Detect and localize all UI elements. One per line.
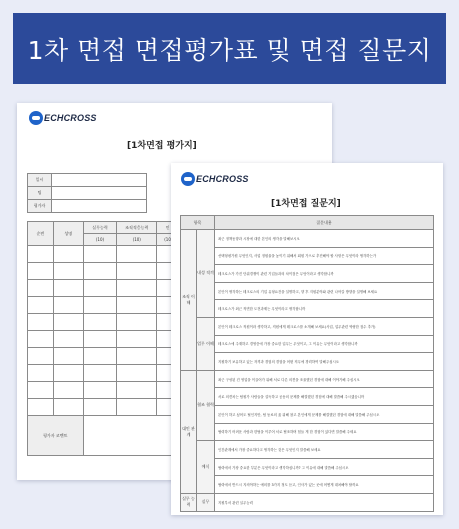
info-row: [28, 174, 147, 187]
question-row: [181, 388, 434, 406]
question-text: 본인이 테크로스 직원이라 생각하고, 직원에게 테크로스를 소개해 보세요(사업, 업무관련 역량한 점수 추가): [215, 317, 434, 335]
eval-sheet-title: [1차면접 평가지]: [127, 141, 197, 151]
banner-title: 1차 면접 면접평가표 및 면접 질문지: [27, 35, 432, 65]
info-value: [52, 187, 147, 200]
question-row: [181, 282, 434, 300]
table-row: [28, 399, 179, 416]
question-row: [181, 300, 434, 318]
question-text: 서로 의견차는 팀원가 사람들을 설득하고 공동의 문제를 해결했던 경험에 대해 말씀해 주시겠습니까: [215, 388, 434, 406]
question-text: 협력에서 반드시 지켜야하는 예의를 3가지 정도 듣고, 인사가 있는 곳에 어떻게 대처해야 할까요: [215, 476, 434, 494]
table-row: [28, 314, 179, 331]
col-header: 실무능력: [83, 222, 117, 234]
question-text: 지원부서 관련 실무능력: [215, 493, 434, 511]
table-row: [28, 297, 179, 314]
question-text: 테크로스가 가진 단위경쟁이 관련 기업들과의 차이점은 무엇이라고 생각합니까: [215, 265, 434, 283]
question-row: [181, 230, 434, 248]
question-row: [181, 423, 434, 441]
comment-area: [83, 416, 178, 456]
question-row: [181, 265, 434, 283]
comment-label: 평가자 코멘트: [28, 416, 84, 456]
subcategory-cell: 내성 적격: [197, 230, 215, 318]
info-label: 평가자: [28, 200, 52, 213]
table-row: [28, 331, 179, 348]
col-header: 인: [157, 222, 179, 234]
col-header: 질문내용: [215, 216, 434, 230]
table-row: [28, 348, 179, 365]
max-score: (10): [83, 234, 117, 246]
question-text: 테크로스에 주재하고 경영층에 가장 중요한 업무는 무엇이고, 그 이유는 무엇이라고 생각합니까: [215, 335, 434, 353]
question-row: [181, 353, 434, 371]
question-table: [180, 215, 434, 512]
info-value: [52, 174, 147, 187]
col-header: 순번: [28, 222, 54, 246]
table-row: [28, 246, 179, 263]
question-row: [181, 317, 434, 335]
question-text: 지원하기 보유하고 있는 자격과 경험의 경험을 어떤 직무에 경력하여 말해주십시오: [215, 353, 434, 371]
info-label: 일시: [28, 174, 52, 187]
question-row: [181, 441, 434, 459]
info-row: [28, 187, 147, 200]
question-sheet: [171, 163, 443, 515]
table-row: [28, 382, 179, 399]
question-row: [181, 476, 434, 494]
max-score: (10): [117, 234, 157, 246]
techcross-logo: ECHCROSS: [29, 111, 97, 125]
question-text: 최근 구성된 건 영업을 이끌어가 위해 서로 다른 의견을 조율했던 경험에 대해 이야기해 주십시오: [215, 370, 434, 388]
question-text: 본인이 하고 싶어도 혈인지만, 팀 동료의 옳 위해 참고 본인에게 문제를 해결했던 경험에 대해 말씀해 주십시오: [215, 405, 434, 423]
table-row: [28, 365, 179, 382]
question-row: [181, 370, 434, 388]
col-header: 항목: [181, 216, 215, 230]
question-text: 협력하기 어려운 사람과 한팀을 이루어 서로 협조하며 힘들 게 한 경험이 있다면 말씀해 주세요: [215, 423, 434, 441]
question-text: 협력에서 가장 중요한 부분은 무엇이라고 생각하십니까? 그 이유에 대해 말씀해 주십시오: [215, 458, 434, 476]
logo-mark-icon: [181, 172, 195, 186]
table-row: [28, 280, 179, 297]
subcategory-cell: 업무 이해: [197, 317, 215, 370]
question-text: 인간관계에서 가장 중요하다고 생각하는 것은 무엇인지 말씀해 보세요: [215, 441, 434, 459]
col-header: 조직적응능력: [117, 222, 157, 234]
table-row: [28, 263, 179, 280]
question-row: [181, 493, 434, 511]
question-row: [181, 247, 434, 265]
techcross-logo: ECHCROSS: [181, 172, 249, 186]
info-label: 팀: [28, 187, 52, 200]
banner: [13, 13, 446, 84]
eval-info-table: [27, 173, 147, 213]
header-row: [181, 216, 434, 230]
category-cell: 대인 관계: [181, 370, 197, 493]
question-row: [181, 335, 434, 353]
question-text: 테크로스가 최근 직면한 도전과제는 무엇이라고 생각합니까: [215, 300, 434, 318]
logo-mark-icon: [29, 111, 43, 125]
col-header: 성명: [53, 222, 83, 246]
question-text: 본인이 생각하는 테크로스의 기업 유형요건을 설명하고, 향 후 지원분야와 관련 나아갈 방향을 설명해 보세요: [215, 282, 434, 300]
subcategory-cell: 예식: [197, 441, 215, 494]
question-row: [181, 405, 434, 423]
question-text: 최근 정책동향과 시장에 대한 본인의 생각을 말해보시오: [215, 230, 434, 248]
category-cell: 조직 이해: [181, 230, 197, 371]
info-value: [52, 200, 147, 213]
eval-score-table: [27, 221, 179, 456]
question-text: 선택형평가원 무엇인지, 사업 정원율을 높이기 위해서 회원 가으로 추진해야 할 사항은 무엇이라 생각하는가: [215, 247, 434, 265]
max-score: (10: [157, 234, 179, 246]
question-table-body: [181, 230, 434, 512]
header-row: [28, 222, 179, 234]
info-row: [28, 200, 147, 213]
category-cell: 실무 능력: [181, 493, 197, 511]
comment-row: [28, 416, 179, 456]
subcategory-cell: 실무: [197, 493, 215, 511]
question-row: [181, 458, 434, 476]
question-sheet-title: [1차면접 질문지]: [271, 199, 341, 209]
subcategory-cell: 협조 협력: [197, 370, 215, 440]
